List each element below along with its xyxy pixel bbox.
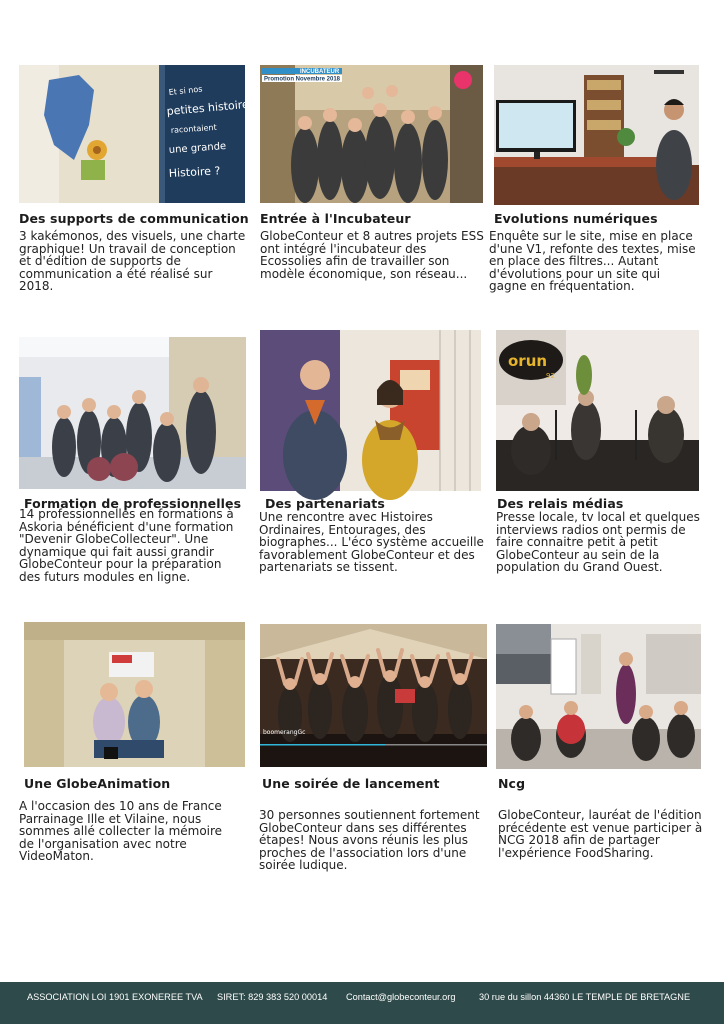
photo-medias [496, 330, 699, 491]
radio-logo: orun [508, 352, 548, 370]
kakemono-line-3: racontaient [170, 122, 217, 135]
radio-frequency: 92 [546, 372, 555, 380]
card-title: Evolutions numériques [494, 211, 658, 226]
card-title: Une soirée de lancement [262, 776, 440, 791]
promotion-badge: Promotion Novembre 2018 [264, 76, 341, 83]
card-text: 3 kakémonos, des visuels, une charte graphique! Un travail de conception et d'édition de supports de communication a été réalisé sur 2018. [19, 229, 246, 294]
photo-incubateur [260, 65, 483, 203]
footer-address: 30 rue du sillon 44360 LE TEMPLE DE BRETAGNE [479, 992, 691, 1002]
card-title: Des partenariats [265, 496, 385, 511]
photo-partenariats [260, 330, 481, 491]
card-title: Formation de professionnelles [24, 496, 242, 511]
footer [0, 982, 724, 1024]
video-channel-label: boomerangGc [263, 729, 306, 736]
card-text: Presse locale, tv local et quelques interviews radios ont permis de faire connaitre petit à petit GlobeConteur au sein de la population du Grand Ouest. [496, 510, 700, 575]
footer-email[interactable]: Contact@globeconteur.org [346, 992, 456, 1002]
kakemono-line-5: Histoire ? [168, 164, 221, 180]
card-title: Entrée à l'Incubateur [260, 211, 411, 226]
photo-formation [19, 337, 246, 489]
card-title: Des supports de communication [19, 211, 249, 226]
card-text: 14 professionnelles en formations à Askoria bénéficient d'une formation "Devenir GlobeCollecteur". Une dynamique qui fait aussi grandir GlobeConteur pour la préparation des futurs modules en ligne. [19, 507, 234, 584]
kakemono-line-2: petites histoires [166, 97, 256, 118]
footer-siret: SIRET: 829 383 520 00014 [217, 992, 328, 1002]
photo-globeanimation [24, 622, 245, 767]
footer-association: ASSOCIATION LOI 1901 EXONEREE TVA [27, 992, 203, 1002]
card-text: Enquête sur le site, mise en place d'une V1, refonte des textes, mise en place des filtres... Autant d'évolutions pour un site qui gagne en fréquentation. [489, 229, 696, 294]
photo-ncg [496, 624, 701, 769]
photo-numerique [494, 65, 699, 205]
card-title: Ncg [498, 776, 526, 791]
card-title: Une GlobeAnimation [24, 776, 171, 791]
card-text: Une rencontre avec Histoires Ordinaires, Entourages, des biographes... L'éco système accueille favorablement GlobeConteur et des partenariats se tissent. [259, 510, 484, 575]
card-text: GlobeConteur, lauréat de l'édition précédente est venue participer à NCG 2018 afin de partager l'expérience FoodSharing. [498, 808, 703, 860]
incubateur-badge: INCUBATEUR [300, 69, 340, 75]
card-text: GlobeConteur et 8 autres projets ESS ont intégré l'incubateur des Ecossolies afin de travailler son modèle économique, son réseau... [260, 229, 484, 281]
card-title: Des relais médias [497, 496, 624, 511]
card-text: 30 personnes soutiennent fortement GlobeConteur dans ses différentes étapes! Nous avons réunis les plus proches de l'association lors d'une soirée ludique. [259, 808, 480, 873]
photo-kakemonos [19, 65, 256, 203]
kakemono-line-1: Et si nos [168, 84, 203, 97]
kakemono-line-4: une grande [168, 141, 227, 156]
card-text: A l'occasion des 10 ans de France Parrainage Ille et Vilaine, nous sommes allé collecter la mémoire de l'organisation avec notre VideoMaton. [19, 799, 223, 864]
photo-soiree [260, 624, 487, 767]
